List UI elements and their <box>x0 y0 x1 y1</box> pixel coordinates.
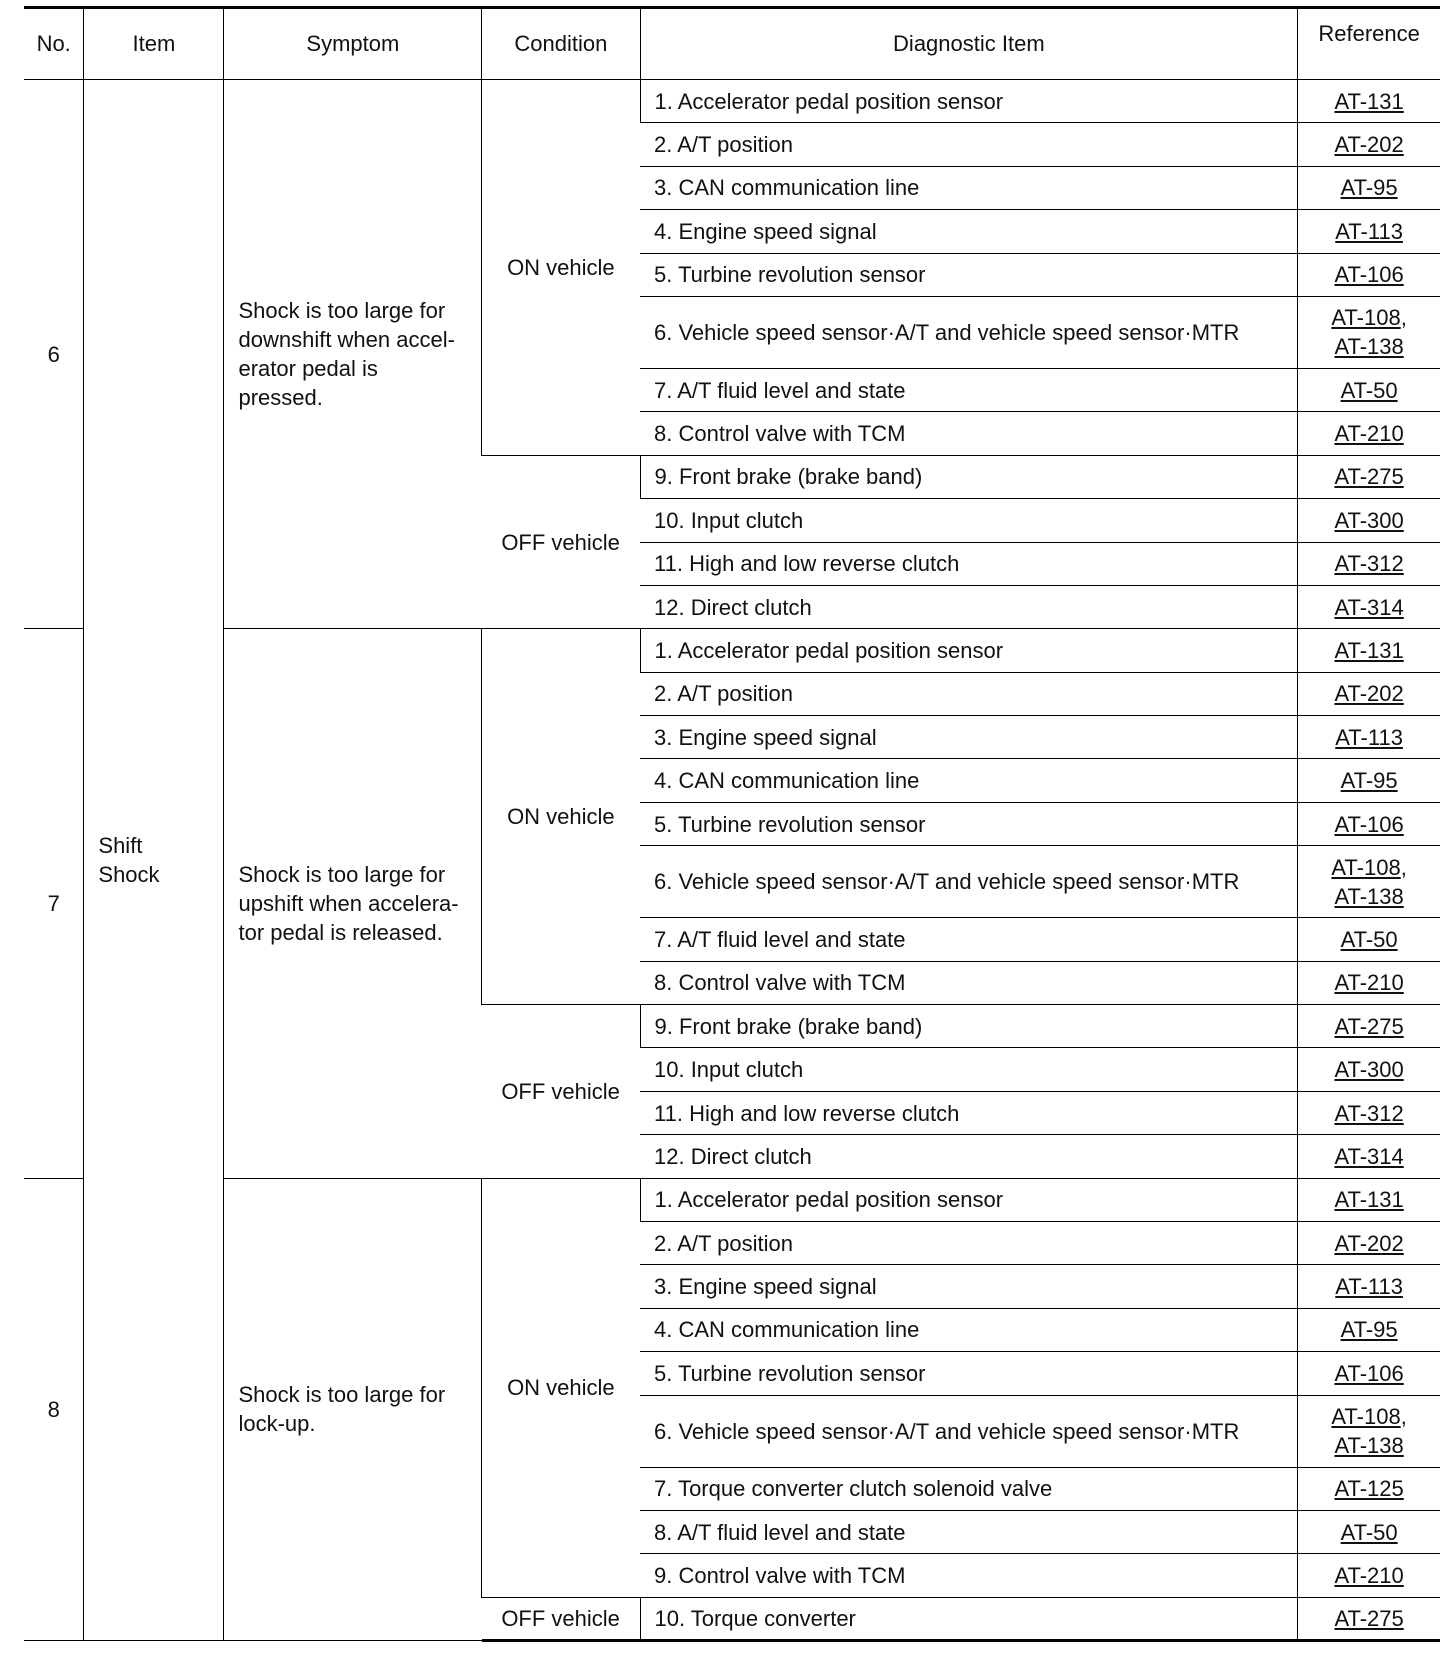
reference-link[interactable]: AT-131 <box>1334 637 1404 663</box>
table-header <box>24 8 1440 80</box>
row-number: 7 <box>24 629 84 1178</box>
reference-link[interactable]: AT-108 <box>1331 1404 1401 1430</box>
reference-cell <box>1298 1510 1440 1553</box>
row-number: 8 <box>24 1178 84 1641</box>
header-condition: Condition <box>482 8 640 80</box>
diagnostic-item: 3. CAN communication line <box>640 166 1298 209</box>
reference-cell <box>1298 1221 1440 1264</box>
reference-link[interactable]: AT-275 <box>1334 1013 1404 1039</box>
reference-link[interactable]: AT-210 <box>1334 970 1404 996</box>
reference-link[interactable]: AT-113 <box>1335 1274 1403 1300</box>
table-row <box>24 1178 1440 1221</box>
header-reference: Reference <box>1298 8 1440 80</box>
reference-cell <box>1298 166 1440 209</box>
reference-cell <box>1298 253 1440 296</box>
reference-cell <box>1298 961 1440 1004</box>
diagnostic-item: 8. Control valve with TCM <box>640 961 1298 1004</box>
reference-cell <box>1298 368 1440 411</box>
reference-cell <box>1298 1352 1440 1395</box>
condition-label: ON vehicle <box>482 1178 640 1597</box>
reference-cell: AT-108, AT-138 <box>1298 1395 1440 1467</box>
reference-link[interactable]: AT-108 <box>1331 305 1401 331</box>
reference-cell: AT-108, AT-138 <box>1298 846 1440 918</box>
reference-link[interactable]: AT-314 <box>1334 594 1404 620</box>
reference-link[interactable]: AT-113 <box>1335 724 1403 750</box>
reference-link[interactable]: AT-314 <box>1334 1143 1404 1169</box>
reference-cell <box>1298 412 1440 455</box>
table-row <box>24 629 1440 672</box>
reference-cell <box>1298 80 1440 123</box>
diagnostic-item: 5. Turbine revolution sensor <box>640 253 1298 296</box>
reference-link[interactable]: AT-275 <box>1334 464 1404 490</box>
reference-link[interactable]: AT-108 <box>1331 854 1401 880</box>
header-item: Item <box>84 8 224 80</box>
reference-cell <box>1298 1135 1440 1178</box>
reference-link[interactable]: AT-312 <box>1334 1100 1404 1126</box>
reference-link[interactable]: AT-202 <box>1334 132 1404 158</box>
reference-link[interactable]: AT-138 <box>1334 334 1404 360</box>
reference-cell <box>1298 1048 1440 1091</box>
reference-cell <box>1298 1265 1440 1308</box>
reference-link[interactable]: AT-106 <box>1334 811 1404 837</box>
diagnostic-item: 12. Direct clutch <box>640 1135 1298 1178</box>
reference-cell <box>1298 123 1440 166</box>
reference-cell <box>1298 542 1440 585</box>
diagnostic-item: 6. Vehicle speed sensor·A/T and vehicle speed sensor·MTR <box>640 1395 1298 1467</box>
reference-cell <box>1298 1554 1440 1597</box>
diagnostic-item: 6. Vehicle speed sensor·A/T and vehicle speed sensor·MTR <box>640 296 1298 368</box>
header-symptom: Symptom <box>224 8 482 80</box>
reference-link[interactable]: AT-50 <box>1340 377 1398 403</box>
reference-cell: AT-108, AT-138 <box>1298 296 1440 368</box>
diagnosis-table <box>24 6 1440 1642</box>
condition-label: OFF vehicle <box>482 1597 640 1640</box>
row-number: 6 <box>24 80 84 629</box>
symptom-text: Shock is too large for downshift when accel- erator pedal is pressed. <box>224 80 482 629</box>
reference-cell <box>1298 1091 1440 1134</box>
reference-link[interactable]: AT-95 <box>1340 1317 1398 1343</box>
diagnostic-item: 11. High and low reverse clutch <box>640 542 1298 585</box>
diagnostic-item: 10. Torque converter <box>640 1597 1298 1640</box>
condition-label: OFF vehicle <box>482 455 640 629</box>
table-row <box>24 80 1440 123</box>
diagnostic-item: 2. A/T position <box>640 672 1298 715</box>
diagnostic-item: 10. Input clutch <box>640 499 1298 542</box>
reference-link[interactable]: AT-202 <box>1334 1230 1404 1256</box>
reference-link[interactable]: AT-138 <box>1334 1433 1404 1459</box>
reference-link[interactable]: AT-210 <box>1334 1563 1404 1589</box>
diagnostic-item: 4. CAN communication line <box>640 759 1298 802</box>
reference-link[interactable]: AT-138 <box>1334 883 1404 909</box>
reference-link[interactable]: AT-50 <box>1340 926 1398 952</box>
reference-cell <box>1298 672 1440 715</box>
reference-link[interactable]: AT-125 <box>1334 1476 1404 1502</box>
diagnostic-item: 5. Turbine revolution sensor <box>640 802 1298 845</box>
condition-label: OFF vehicle <box>482 1005 640 1179</box>
reference-cell <box>1298 499 1440 542</box>
reference-link[interactable]: AT-106 <box>1334 1360 1404 1386</box>
diagnostic-item: 3. Engine speed signal <box>640 716 1298 759</box>
reference-cell <box>1298 759 1440 802</box>
reference-link[interactable]: AT-95 <box>1340 175 1398 201</box>
diagnostic-item: 4. CAN communication line <box>640 1308 1298 1351</box>
condition-label: ON vehicle <box>482 629 640 1005</box>
diagnostic-item: 2. A/T position <box>640 1221 1298 1264</box>
diagnostic-item: 1. Accelerator pedal position sensor <box>640 629 1298 672</box>
reference-link[interactable]: AT-131 <box>1334 1187 1404 1213</box>
diagnostic-item: 2. A/T position <box>640 123 1298 166</box>
diagnostic-item: 7. A/T fluid level and state <box>640 918 1298 961</box>
diagnostic-item: 9. Control valve with TCM <box>640 1554 1298 1597</box>
table-body <box>24 80 1440 1641</box>
diagnostic-item: 11. High and low reverse clutch <box>640 1091 1298 1134</box>
reference-link[interactable]: AT-312 <box>1334 551 1404 577</box>
reference-cell <box>1298 210 1440 253</box>
diagnostic-item: 5. Turbine revolution sensor <box>640 1352 1298 1395</box>
diagnostic-item: 1. Accelerator pedal position sensor <box>640 1178 1298 1221</box>
symptom-text: Shock is too large for lock-up. <box>224 1178 482 1641</box>
reference-link[interactable]: AT-106 <box>1334 262 1404 288</box>
diagnostic-item: 8. A/T fluid level and state <box>640 1510 1298 1553</box>
reference-cell <box>1298 1005 1440 1048</box>
diagnostic-item: 6. Vehicle speed sensor·A/T and vehicle speed sensor·MTR <box>640 846 1298 918</box>
diagnostic-item: 4. Engine speed signal <box>640 210 1298 253</box>
reference-link[interactable]: AT-113 <box>1335 218 1403 244</box>
reference-cell <box>1298 1597 1440 1640</box>
reference-link[interactable]: AT-300 <box>1334 507 1404 533</box>
reference-link[interactable]: AT-210 <box>1334 421 1404 447</box>
header-no: No. <box>24 8 84 80</box>
diagnostic-item: 3. Engine speed signal <box>640 1265 1298 1308</box>
reference-cell <box>1298 1308 1440 1351</box>
header-row <box>24 8 1440 80</box>
reference-cell <box>1298 455 1440 498</box>
diagnostic-item: 8. Control valve with TCM <box>640 412 1298 455</box>
diagnostic-item: 9. Front brake (brake band) <box>640 455 1298 498</box>
diagnostic-item: 9. Front brake (brake band) <box>640 1005 1298 1048</box>
reference-link[interactable]: AT-50 <box>1340 1519 1398 1545</box>
reference-link[interactable]: AT-275 <box>1334 1605 1404 1631</box>
reference-cell <box>1298 629 1440 672</box>
reference-cell <box>1298 585 1440 628</box>
reference-link[interactable]: AT-131 <box>1334 88 1404 114</box>
diagnostic-item: 12. Direct clutch <box>640 585 1298 628</box>
reference-link[interactable]: AT-300 <box>1334 1057 1404 1083</box>
diagnostic-item: 7. A/T fluid level and state <box>640 368 1298 411</box>
reference-cell <box>1298 716 1440 759</box>
item-label: Shift Shock <box>84 80 224 1641</box>
symptom-text: Shock is too large for upshift when accelera- tor pedal is released. <box>224 629 482 1178</box>
header-diagnostic-item: Diagnostic Item <box>640 8 1298 80</box>
reference-link[interactable]: AT-95 <box>1340 768 1398 794</box>
diagnostic-item: 1. Accelerator pedal position sensor <box>640 80 1298 123</box>
reference-cell <box>1298 1467 1440 1510</box>
reference-cell <box>1298 1178 1440 1221</box>
condition-label: ON vehicle <box>482 80 640 456</box>
diagnostic-item: 7. Torque converter clutch solenoid valve <box>640 1467 1298 1510</box>
reference-link[interactable]: AT-202 <box>1334 681 1404 707</box>
reference-cell <box>1298 802 1440 845</box>
diagnostic-item: 10. Input clutch <box>640 1048 1298 1091</box>
reference-cell <box>1298 918 1440 961</box>
